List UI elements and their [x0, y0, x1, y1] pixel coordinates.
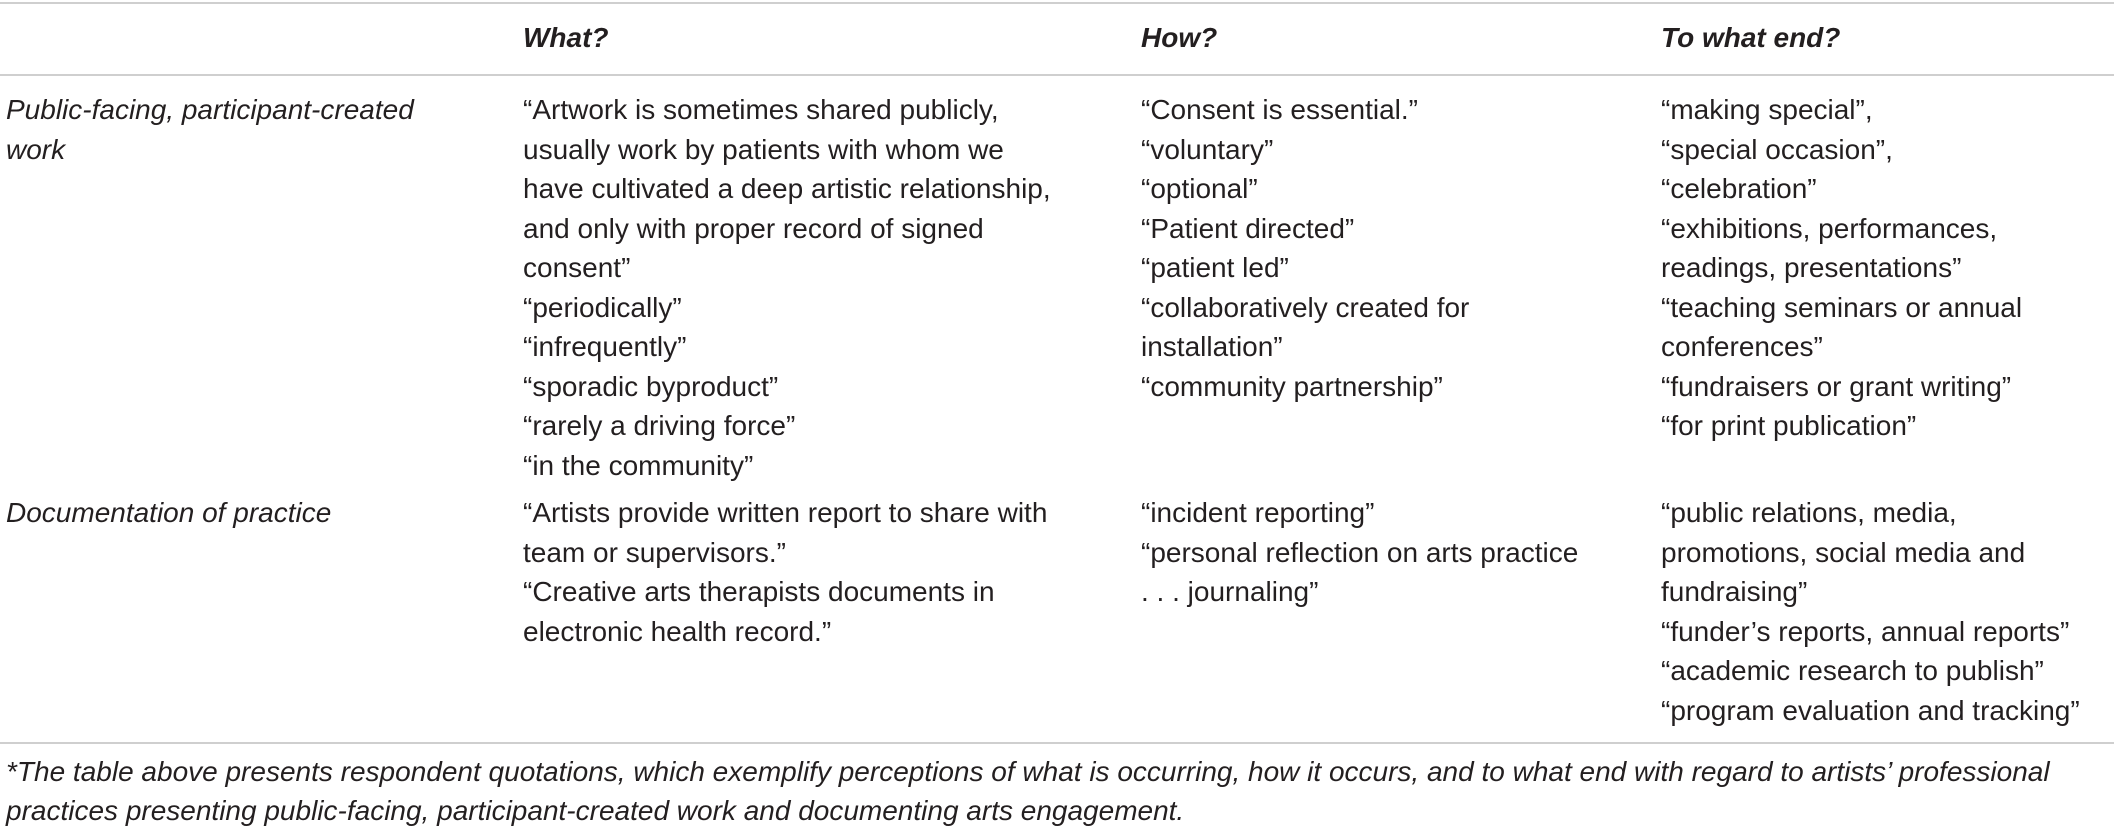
- table-bottom-rule: [0, 742, 2114, 744]
- footnote-line: *The table above presents respondent quotations, which exemplify perceptions of what is occurring, how it occurs, and to what end with regard to artists’ professional: [6, 756, 2050, 787]
- footnote-line: practices presenting public-facing, participant-created work and documenting arts engagement.: [6, 795, 1185, 826]
- quote-line: “voluntary”: [1141, 133, 1274, 165]
- header-what: What?: [523, 22, 609, 53]
- cell-public-facing-how: [1141, 90, 1469, 406]
- cell-documentation-to-what-end: [1661, 493, 2080, 730]
- quote-line: installation”: [1141, 331, 1283, 362]
- quote-line: “Patient directed”: [1141, 212, 1355, 244]
- row-label-line: Documentation of practice: [6, 497, 332, 528]
- quote-line: team or supervisors.”: [523, 536, 786, 568]
- cell-documentation-how: [1141, 493, 1578, 612]
- header-to-what-end: To what end?: [1661, 22, 1841, 53]
- quote-line: “incident reporting”: [1141, 497, 1375, 528]
- quote-line: “Creative arts therapists documents in: [523, 576, 995, 607]
- quote-line: usually work by patients with whom we: [523, 133, 1004, 165]
- quote-line: “optional”: [1141, 173, 1258, 204]
- quote-line: “collaboratively created for: [1141, 291, 1470, 323]
- cell-public-facing-what: [523, 90, 1051, 485]
- quote-line: . . . journaling”: [1141, 576, 1319, 607]
- cell-public-facing-to-what-end: [1661, 90, 2022, 446]
- table-footnote: [6, 752, 2110, 830]
- row-label-public-facing: [6, 90, 414, 169]
- quote-line: promotions, social media and: [1661, 536, 2026, 568]
- quote-line: “periodically”: [523, 291, 682, 323]
- quote-line: “community partnership”: [1141, 370, 1443, 402]
- quote-line: electronic health record.”: [523, 615, 832, 647]
- quote-line: “exhibitions, performances,: [1661, 212, 1998, 244]
- quote-line: “making special”,: [1661, 94, 1873, 125]
- row-label-documentation: [6, 493, 331, 533]
- quote-line: conferences”: [1661, 331, 1823, 362]
- table-top-rule: [0, 2, 2114, 4]
- quote-line: “program evaluation and tracking”: [1661, 694, 2080, 726]
- quote-line: “Artwork is sometimes shared publicly,: [523, 94, 999, 125]
- quote-line: “sporadic byproduct”: [523, 370, 779, 402]
- quote-line: fundraising”: [1661, 576, 1808, 607]
- header-how: How?: [1141, 22, 1218, 53]
- quote-line: “teaching seminars or annual: [1661, 291, 2023, 323]
- quote-line: “infrequently”: [523, 331, 687, 362]
- cell-documentation-what: [523, 493, 1047, 651]
- quote-line: “special occasion”,: [1661, 133, 1893, 165]
- quote-line: readings, presentations”: [1661, 252, 1962, 283]
- quote-line: have cultivated a deep artistic relationship,: [523, 173, 1051, 204]
- quote-line: “funder’s reports, annual reports”: [1661, 615, 2070, 647]
- quote-line: “Artists provide written report to share with: [523, 497, 1048, 528]
- quote-line: “public relations, media,: [1661, 497, 1957, 528]
- quote-line: “celebration”: [1661, 173, 1817, 204]
- quote-line: and only with proper record of signed: [523, 212, 984, 244]
- header-rule: [0, 74, 2114, 76]
- quote-line: “in the community”: [523, 449, 754, 481]
- quote-line: “rarely a driving force”: [523, 410, 796, 441]
- row-label-line: work: [6, 133, 66, 165]
- quote-line: “for print publication”: [1661, 410, 1917, 441]
- quote-line: “Consent is essential.”: [1141, 94, 1419, 125]
- quote-line: “fundraisers or grant writing”: [1661, 370, 2012, 402]
- quote-line: consent”: [523, 252, 631, 283]
- quote-line: “academic research to publish”: [1661, 655, 2044, 686]
- quote-line: “personal reflection on arts practice: [1141, 536, 1579, 568]
- row-label-line: Public-facing, participant-created: [6, 94, 414, 125]
- quote-line: “patient led”: [1141, 252, 1289, 283]
